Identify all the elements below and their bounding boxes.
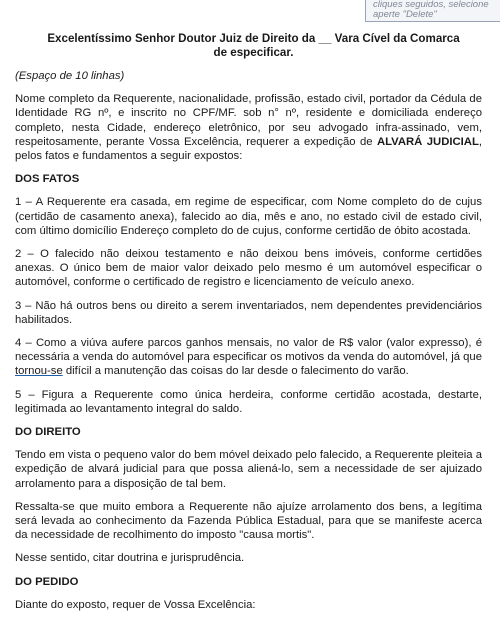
section-heading-direito: DO DIREITO <box>15 426 81 439</box>
document-title <box>15 32 482 60</box>
intro-paragraph <box>15 92 482 163</box>
fatos-paragraph-4 <box>15 336 482 379</box>
section-heading-pedido: DO PEDIDO <box>15 575 79 588</box>
direito-paragraph-3: Nesse sentido, citar doutrina e jurisprudência. <box>15 552 245 565</box>
fatos-p4-start: 4 – Como a viúva aufere parcos ganhos mensais, no valor de R$ valor (valor expresso), é necessária a venda do automóvel para especificar os motivos da venda do automóvel, já que <box>15 337 482 364</box>
direito-paragraph-1: Tendo em vista o pequeno valor do bem móvel deixado pelo falecido, a Requerente pleiteia a expedição de alvará judicial para que possa aliená-lo, sem a necessidade de ser ajuizado arrolamento para a disposição de tal bem. <box>15 449 482 490</box>
fatos-p4-end: difícil a manutenção das coisas do lar desde o falecimento do varão. <box>62 365 409 378</box>
document-body <box>15 32 482 621</box>
fatos-paragraph-2: 2 – O falecido não deixou testamento e não deixou bens imóveis, conforme certidões anexas. O único bem de maior valor deixado pelo mesmo é um automóvel especificar o automóvel, conforme o certificado de registro e licenciamento de veículo anexo. <box>15 248 482 289</box>
direito-paragraph-2: Ressalta-se que muito embora a Requerente não ajuíze arrolamento dos bens, a legítima será levada ao conhecimento da Fazenda Pública Estadual, para que se manifeste acerca da necessidade de recolhimento do imposto "causa mortis". <box>15 500 482 542</box>
intro-bold-term: ALVARÁ JUDICIAL <box>376 135 479 148</box>
title-line-1: Excelentíssimo Senhor Doutor Juiz de Direito da __ Vara Cível da Comarca <box>47 32 460 45</box>
intro-end: , pelos fatos e fundamentos a seguir expostos: <box>15 135 483 163</box>
instruction-note <box>365 0 500 22</box>
title-line-2: de especificar. <box>213 46 294 59</box>
pedido-paragraph-1: Diante do exposto, requer de Vossa Excelência: <box>15 598 256 611</box>
spacing-note: (Espaço de 10 linhas) <box>15 70 125 82</box>
spellcheck-underlined-word: tornou-se <box>15 365 63 378</box>
section-heading-fatos: DOS FATOS <box>15 173 80 186</box>
instruction-note-line-1: cliques seguidos, selecione <box>373 0 489 10</box>
fatos-paragraph-5: 5 – Figura a Requerente como única herdeira, conforme certidão acostada, destarte, legitimada ao levantamento integral do saldo. <box>15 388 482 415</box>
fatos-paragraph-1: 1 – A Requerente era casada, em regime de especificar, com Nome completo do de cujus (certidão de casamento anexa), falecido ao dia, mês e ano, no estado civil de estado civil, com último domicílio Endereço completo do de cujus, conforme certidão de óbito acostada. <box>15 196 482 237</box>
instruction-note-line-2: aperte "Delete" <box>373 9 437 20</box>
fatos-paragraph-3: 3 – Não há outros bens ou direito a serem inventariados, nem dependentes previdenciários habilitados. <box>15 299 482 326</box>
intro-text: Nome completo da Requerente, nacionalidade, profissão, estado civil, portador da Cédula de Identidade RG nº, e inscrito no CPF/MF. sob n° nº, residente e domiciliada endereço completo, nesta Cidade, endereço eletrônico, por seu advogado infra-assinado, vem, respeitosamente, perante Vossa Excelência, requerer a expedição de <box>15 93 482 148</box>
